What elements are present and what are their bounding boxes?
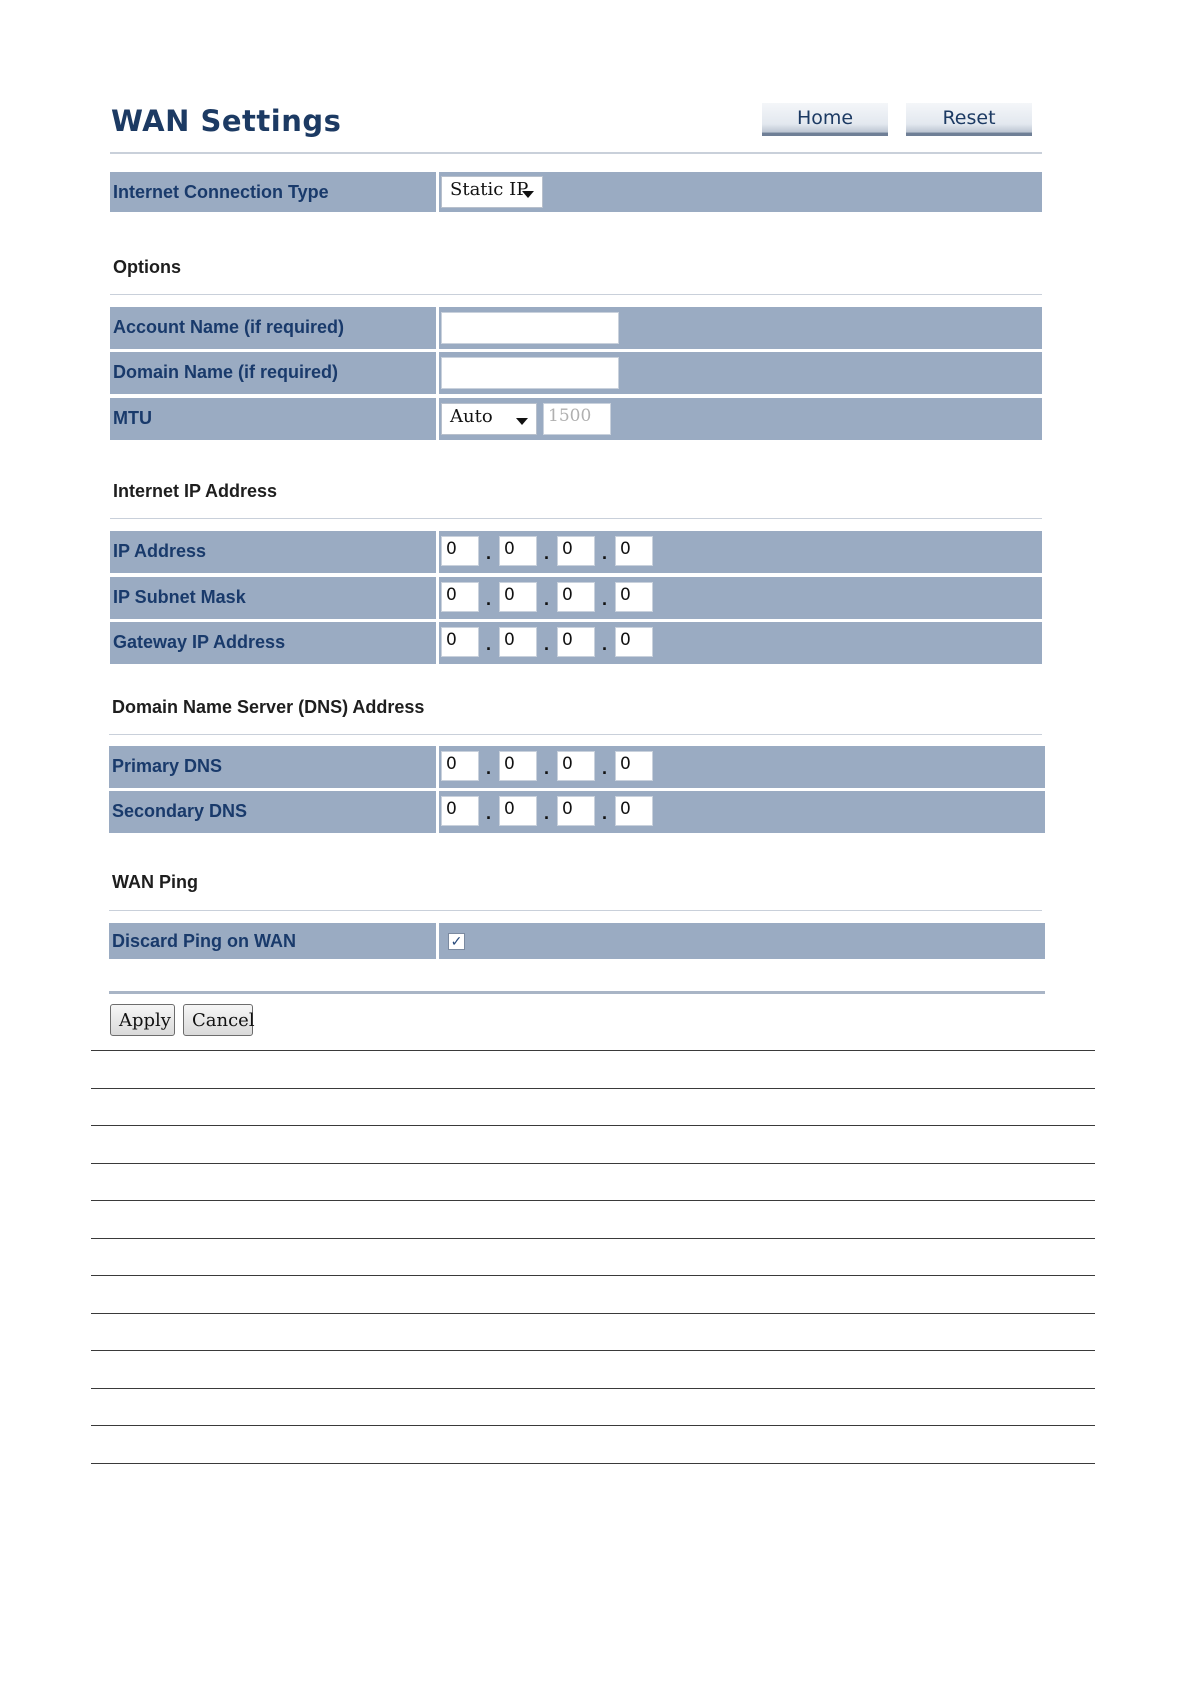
apply-button[interactable]: Apply (110, 1004, 175, 1036)
account-name-input[interactable] (441, 312, 619, 344)
ip-address-octet-4[interactable]: 0 (615, 536, 653, 566)
subnet-mask-octet-1[interactable]: 0 (441, 582, 479, 612)
ip-address-label: IP Address (110, 531, 436, 573)
primary-dns-octet-2[interactable]: 0 (499, 751, 537, 781)
mtu-cell (439, 398, 1042, 440)
gateway-ip-label: Gateway IP Address (110, 622, 436, 664)
gateway-ip-octet-2[interactable]: 0 (499, 627, 537, 657)
ruled-line (91, 1425, 1095, 1426)
options-divider (110, 294, 1042, 295)
internet-ip-heading: Internet IP Address (113, 481, 278, 501)
internet-ip-divider (110, 518, 1042, 519)
chevron-down-icon (516, 418, 528, 425)
ruled-line (91, 1388, 1095, 1389)
octet-separator: . (544, 543, 550, 563)
gateway-ip-cell (439, 622, 1042, 664)
secondary-dns-octet-1[interactable]: 0 (441, 796, 479, 826)
ip-address-octet-1[interactable]: 0 (441, 536, 479, 566)
octet-separator: . (486, 543, 492, 563)
subnet-mask-octet-2[interactable]: 0 (499, 582, 537, 612)
cancel-button[interactable]: Cancel (183, 1004, 253, 1036)
account-name-cell (439, 307, 1042, 349)
options-heading: Options (113, 257, 181, 277)
subnet-mask-octet-4[interactable]: 0 (615, 582, 653, 612)
connection-type-label: Internet Connection Type (110, 172, 436, 212)
octet-separator: . (486, 634, 492, 654)
discard-ping-label: Discard Ping on WAN (109, 923, 436, 959)
wan-ping-divider (109, 910, 1042, 911)
ruled-line (91, 1200, 1095, 1201)
ip-address-octet-3[interactable]: 0 (557, 536, 595, 566)
connection-type-cell (439, 172, 1042, 212)
octet-separator: . (544, 758, 550, 778)
reset-button[interactable]: Reset (906, 103, 1032, 133)
gateway-ip-octet-1[interactable]: 0 (441, 627, 479, 657)
mtu-mode-select[interactable] (441, 403, 537, 435)
ruled-line (91, 1238, 1095, 1239)
subnet-mask-cell (439, 577, 1042, 619)
page-title: WAN Settings (111, 104, 342, 138)
mtu-value-input[interactable]: 1500 (543, 403, 611, 435)
gateway-ip-octet-4[interactable]: 0 (615, 627, 653, 657)
secondary-dns-label: Secondary DNS (109, 791, 436, 833)
mtu-label: MTU (110, 398, 436, 440)
octet-separator: . (544, 634, 550, 654)
wan-ping-heading: WAN Ping (112, 872, 198, 892)
mtu-mode-value: Auto (450, 406, 493, 427)
header-divider (110, 152, 1042, 154)
dns-heading: Domain Name Server (DNS) Address (112, 697, 425, 717)
home-button[interactable]: Home (762, 103, 888, 133)
octet-separator: . (486, 803, 492, 823)
octet-separator: . (602, 803, 608, 823)
octet-separator: . (602, 758, 608, 778)
secondary-dns-cell (439, 791, 1045, 833)
octet-separator: . (602, 543, 608, 563)
octet-separator: . (544, 589, 550, 609)
domain-name-label: Domain Name (if required) (110, 352, 436, 394)
footer-divider (109, 991, 1045, 994)
ruled-line (91, 1088, 1095, 1089)
ruled-line (91, 1350, 1095, 1351)
chevron-down-icon (522, 191, 534, 198)
ruled-line (91, 1275, 1095, 1276)
ip-address-octet-2[interactable]: 0 (499, 536, 537, 566)
ruled-line (91, 1125, 1095, 1126)
dns-divider (109, 734, 1042, 735)
primary-dns-label: Primary DNS (109, 746, 436, 788)
primary-dns-cell (439, 746, 1045, 788)
domain-name-cell (439, 352, 1042, 394)
primary-dns-octet-1[interactable]: 0 (441, 751, 479, 781)
octet-separator: . (602, 589, 608, 609)
connection-type-value: Static IP (450, 179, 529, 200)
octet-separator: . (544, 803, 550, 823)
ruled-line (91, 1463, 1095, 1464)
domain-name-input[interactable] (441, 357, 619, 389)
ruled-line (91, 1050, 1095, 1051)
gateway-ip-octet-3[interactable]: 0 (557, 627, 595, 657)
primary-dns-octet-4[interactable]: 0 (615, 751, 653, 781)
ruled-line (91, 1163, 1095, 1164)
octet-separator: . (486, 758, 492, 778)
account-name-label: Account Name (if required) (110, 307, 436, 349)
subnet-mask-octet-3[interactable]: 0 (557, 582, 595, 612)
ruled-line (91, 1313, 1095, 1314)
octet-separator: . (486, 589, 492, 609)
connection-type-select[interactable] (441, 176, 543, 208)
secondary-dns-octet-3[interactable]: 0 (557, 796, 595, 826)
discard-ping-checkbox[interactable]: ✓ (448, 933, 465, 950)
primary-dns-octet-3[interactable]: 0 (557, 751, 595, 781)
ip-address-cell (439, 531, 1042, 573)
secondary-dns-octet-2[interactable]: 0 (499, 796, 537, 826)
discard-ping-cell (439, 923, 1045, 959)
secondary-dns-octet-4[interactable]: 0 (615, 796, 653, 826)
octet-separator: . (602, 634, 608, 654)
subnet-mask-label: IP Subnet Mask (110, 577, 436, 619)
